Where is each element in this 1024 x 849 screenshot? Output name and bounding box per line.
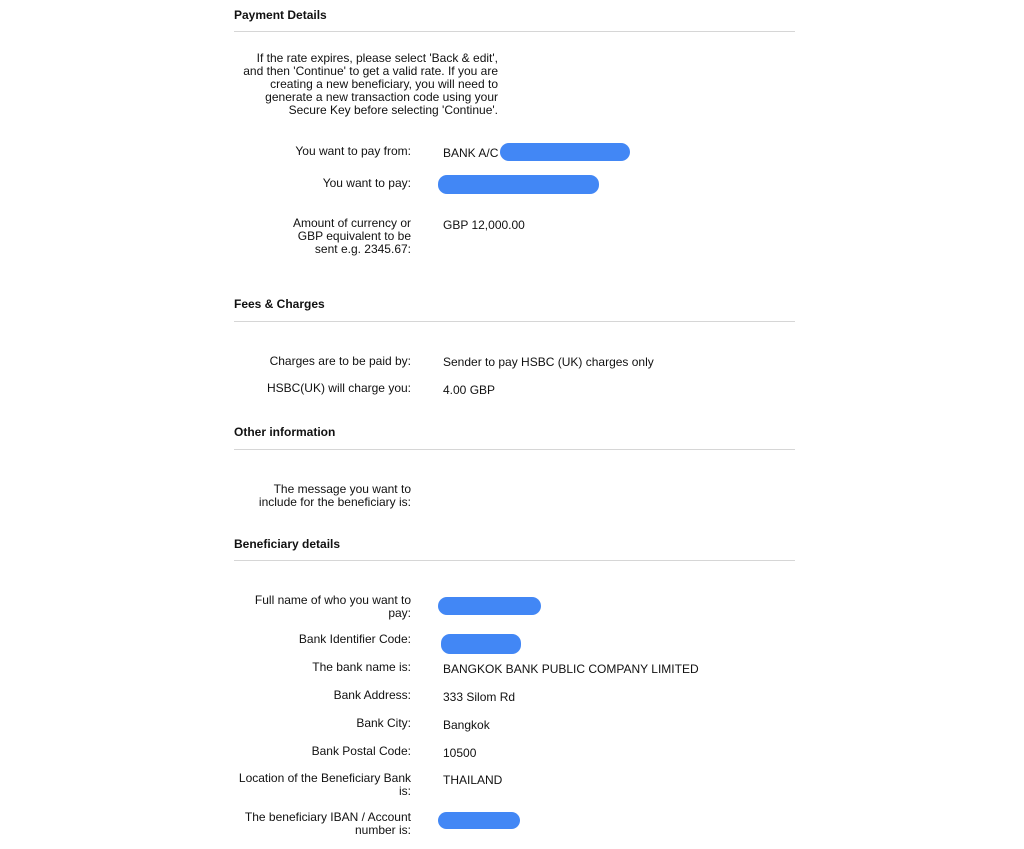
pay-from-label: You want to pay from: xyxy=(295,144,411,158)
bank-name-label: The bank name is: xyxy=(312,660,411,674)
section-divider xyxy=(234,449,795,450)
beneficiary-message-label: The message you want to include for the beneficiary is: xyxy=(258,482,411,509)
beneficiary-bank-location-label: Location of the Beneficiary Bank is: xyxy=(238,771,411,798)
beneficiary-iban-label: The beneficiary IBAN / Account number is: xyxy=(244,810,411,837)
section-divider xyxy=(234,321,795,322)
rate-expiry-note: If the rate expires, please select 'Back & edit', and then 'Continue' to get a valid rate. If you are creating a new beneficiary, you will need to generate a new transaction code using your Secure Key before selecting 'Continue'. xyxy=(243,51,498,117)
bank-postal-code-value: 10500 xyxy=(443,746,477,760)
bank-city-label: Bank City: xyxy=(356,716,411,730)
hsbc-charge-label: HSBC(UK) will charge you: xyxy=(266,381,411,395)
bank-address-label: Bank Address: xyxy=(333,688,411,702)
hsbc-charge-value: 4.00 GBP xyxy=(443,383,496,397)
redacted-beneficiary-name xyxy=(438,597,541,615)
beneficiary-bank-location-value: THAILAND xyxy=(443,773,503,787)
beneficiary-full-name-label: Full name of who you want to pay: xyxy=(254,593,411,620)
section-divider xyxy=(234,31,795,32)
amount-label: Amount of currency or GBP equivalent to be sent e.g. 2345.67: xyxy=(292,216,411,256)
section-title-beneficiary-details: Beneficiary details xyxy=(234,537,341,551)
charges-paid-by-label: Charges are to be paid by: xyxy=(269,354,411,368)
section-title-payment-details: Payment Details xyxy=(234,8,327,22)
section-title-fees-charges: Fees & Charges xyxy=(234,297,325,311)
redacted-account-number xyxy=(500,143,630,161)
redacted-payee xyxy=(438,175,599,194)
pay-from-account-type: BANK A/C xyxy=(443,146,499,161)
bank-identifier-code-label: Bank Identifier Code: xyxy=(298,632,411,646)
amount-value: GBP 12,000.00 xyxy=(443,218,525,232)
charges-paid-by-value: Sender to pay HSBC (UK) charges only xyxy=(443,355,654,369)
pay-to-label: You want to pay: xyxy=(322,176,411,190)
bank-address-value: 333 Silom Rd xyxy=(443,690,516,704)
redacted-iban xyxy=(438,812,520,829)
bank-name-value: BANGKOK BANK PUBLIC COMPANY LIMITED xyxy=(443,662,699,676)
redacted-bank-identifier-code xyxy=(441,634,521,654)
section-title-other-information: Other information xyxy=(234,425,336,439)
bank-city-value: Bangkok xyxy=(443,718,490,732)
pay-from-value xyxy=(443,145,630,163)
bank-postal-code-label: Bank Postal Code: xyxy=(311,744,411,758)
section-divider xyxy=(234,560,795,561)
